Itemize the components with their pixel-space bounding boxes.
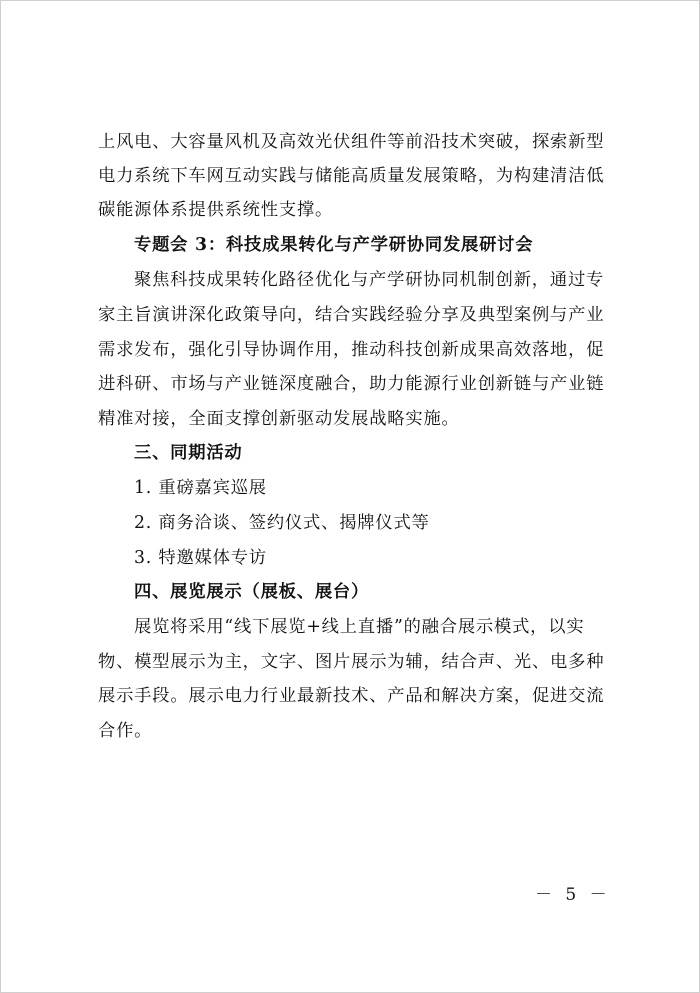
body-line-17: 展示手段。展示电力行业最新技术、产品和解决方案，促进交流 bbox=[98, 686, 605, 706]
body-line-8: 进科研、市场与产业链深度融合，助力能源行业创新链与产业链 bbox=[98, 374, 605, 394]
body-line-3: 碳能源体系提供系统性支撑。 bbox=[98, 200, 334, 220]
section-heading-4: 四、展览展示（展板、展台） bbox=[134, 582, 370, 602]
body-line-15: 展览将采用“线下展览+线上直播”的融合展示模式，以实 bbox=[134, 617, 585, 637]
list-item-1: 1. 重磅嘉宾巡展 bbox=[134, 478, 267, 498]
body-line-7: 需求发布，强化引导协调作用，推动科技创新成果高效落地，促 bbox=[98, 340, 605, 360]
body-line-2: 电力系统下车网互动实践与储能高质量发展策略，为构建清洁低 bbox=[98, 166, 605, 186]
list-item-2: 2. 商务洽谈、签约仪式、揭牌仪式等 bbox=[134, 513, 430, 533]
list-item-3: 3. 特邀媒体专访 bbox=[134, 548, 267, 568]
body-line-18: 合作。 bbox=[98, 721, 153, 741]
body-line-16: 物、模型展示为主，文字、图片展示为辅，结合声、光、电多种 bbox=[98, 652, 605, 672]
page-number: － 5 － bbox=[535, 885, 611, 905]
subheading-topic-3: 专题会 3：科技成果转化与产学研协同发展研讨会 bbox=[134, 235, 534, 255]
body-line-6: 家主旨演讲深化政策导向，结合实践经验分享及典型案例与产业 bbox=[98, 305, 605, 325]
body-line-9: 精准对接，全面支撑创新驱动发展战略实施。 bbox=[98, 409, 460, 429]
body-line-5: 聚焦科技成果转化路径优化与产学研协同机制创新，通过专 bbox=[134, 270, 605, 290]
section-heading-3: 三、同期活动 bbox=[134, 443, 243, 463]
body-line-1: 上风电、大容量风机及高效光伏组件等前沿技术突破，探索新型 bbox=[98, 132, 605, 152]
